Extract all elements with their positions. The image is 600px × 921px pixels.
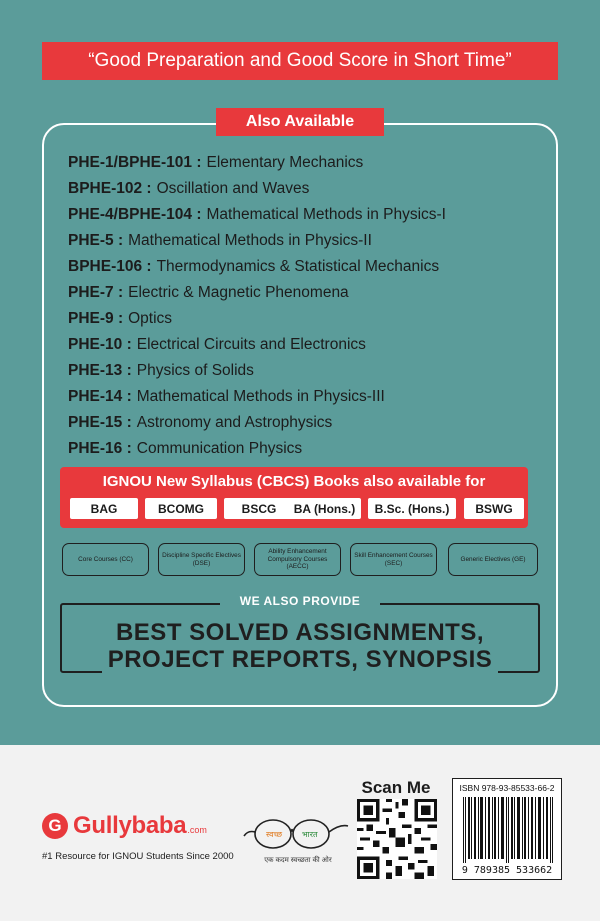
course-category: Core Courses (CC) [62, 543, 149, 576]
course-category: Discipline Specific Electives (DSE) [158, 543, 245, 576]
tagline-banner: “Good Preparation and Good Score in Short Time” [42, 42, 558, 80]
course-item: PHE-9 : Optics [68, 310, 173, 327]
program-badge: BSCG [224, 498, 294, 519]
isbn-barcode-box [452, 778, 562, 880]
swachh-right-text: भारत [302, 830, 318, 839]
course-item: PHE-5 : Mathematical Methods in Physics-II [68, 232, 372, 249]
course-item: PHE-10 : Electrical Circuits and Electronics [68, 336, 366, 353]
course-category: Generic Electives (GE) [448, 543, 538, 576]
services-line-2: PROJECT REPORTS, SYNOPSIS [60, 646, 540, 674]
program-badge: B.Sc. (Hons.) [368, 498, 456, 519]
qr-code [357, 799, 437, 879]
course-item: BPHE-102 : Oscillation and Waves [68, 180, 310, 197]
course-category: Ability Enhancement Compulsory Courses (AECC) [254, 543, 341, 576]
swachh-left-text: स्वच्छ [266, 830, 283, 839]
course-item: PHE-15 : Astronomy and Astrophysics [68, 414, 333, 431]
course-category: Skill Enhancement Courses (SEC) [350, 543, 437, 576]
gullybaba-logo: G Gullybaba .com [42, 812, 207, 840]
swachh-caption: एक कदम स्वच्छता की ओर [264, 857, 332, 864]
program-badge: BSWG [464, 498, 524, 519]
program-badge: BCOMG [145, 498, 217, 519]
isbn-digits: 9 789385 533662 [461, 865, 553, 876]
logo-g-icon: G [42, 813, 68, 839]
course-item: PHE-1/BPHE-101 : Elementary Mechanics [68, 154, 364, 171]
resource-tagline: #1 Resource for IGNOU Students Since 2000 [42, 851, 234, 862]
swachh-bharat-glasses-icon [240, 812, 350, 862]
cbcs-syllabus-title: IGNOU New Syllabus (CBCS) Books also available for [102, 473, 486, 490]
course-item: BPHE-106 : Thermodynamics & Statistical Mechanics [68, 258, 440, 275]
scan-me-label: Scan Me [361, 778, 431, 797]
services-line-1: BEST SOLVED ASSIGNMENTS, [115, 619, 485, 646]
course-item: PHE-13 : Physics of Solids [68, 362, 254, 379]
course-item: PHE-4/BPHE-104 : Mathematical Methods in Physics-I [68, 206, 446, 223]
course-item: PHE-14 : Mathematical Methods in Physics-III [68, 388, 385, 405]
program-badge: BAG [70, 498, 138, 519]
also-available-heading: Also Available [216, 108, 384, 136]
services-label: WE ALSO PROVIDE [220, 594, 380, 608]
barcode [461, 797, 555, 863]
program-badge: BA (Hons.) [288, 498, 361, 519]
course-item: PHE-7 : Electric & Magnetic Phenomena [68, 284, 349, 301]
isbn-text: ISBN 978-93-85533-66-2 [459, 783, 555, 793]
cbcs-syllabus-banner [60, 467, 528, 528]
course-list [68, 150, 538, 462]
course-item: PHE-16 : Communication Physics [68, 440, 303, 457]
